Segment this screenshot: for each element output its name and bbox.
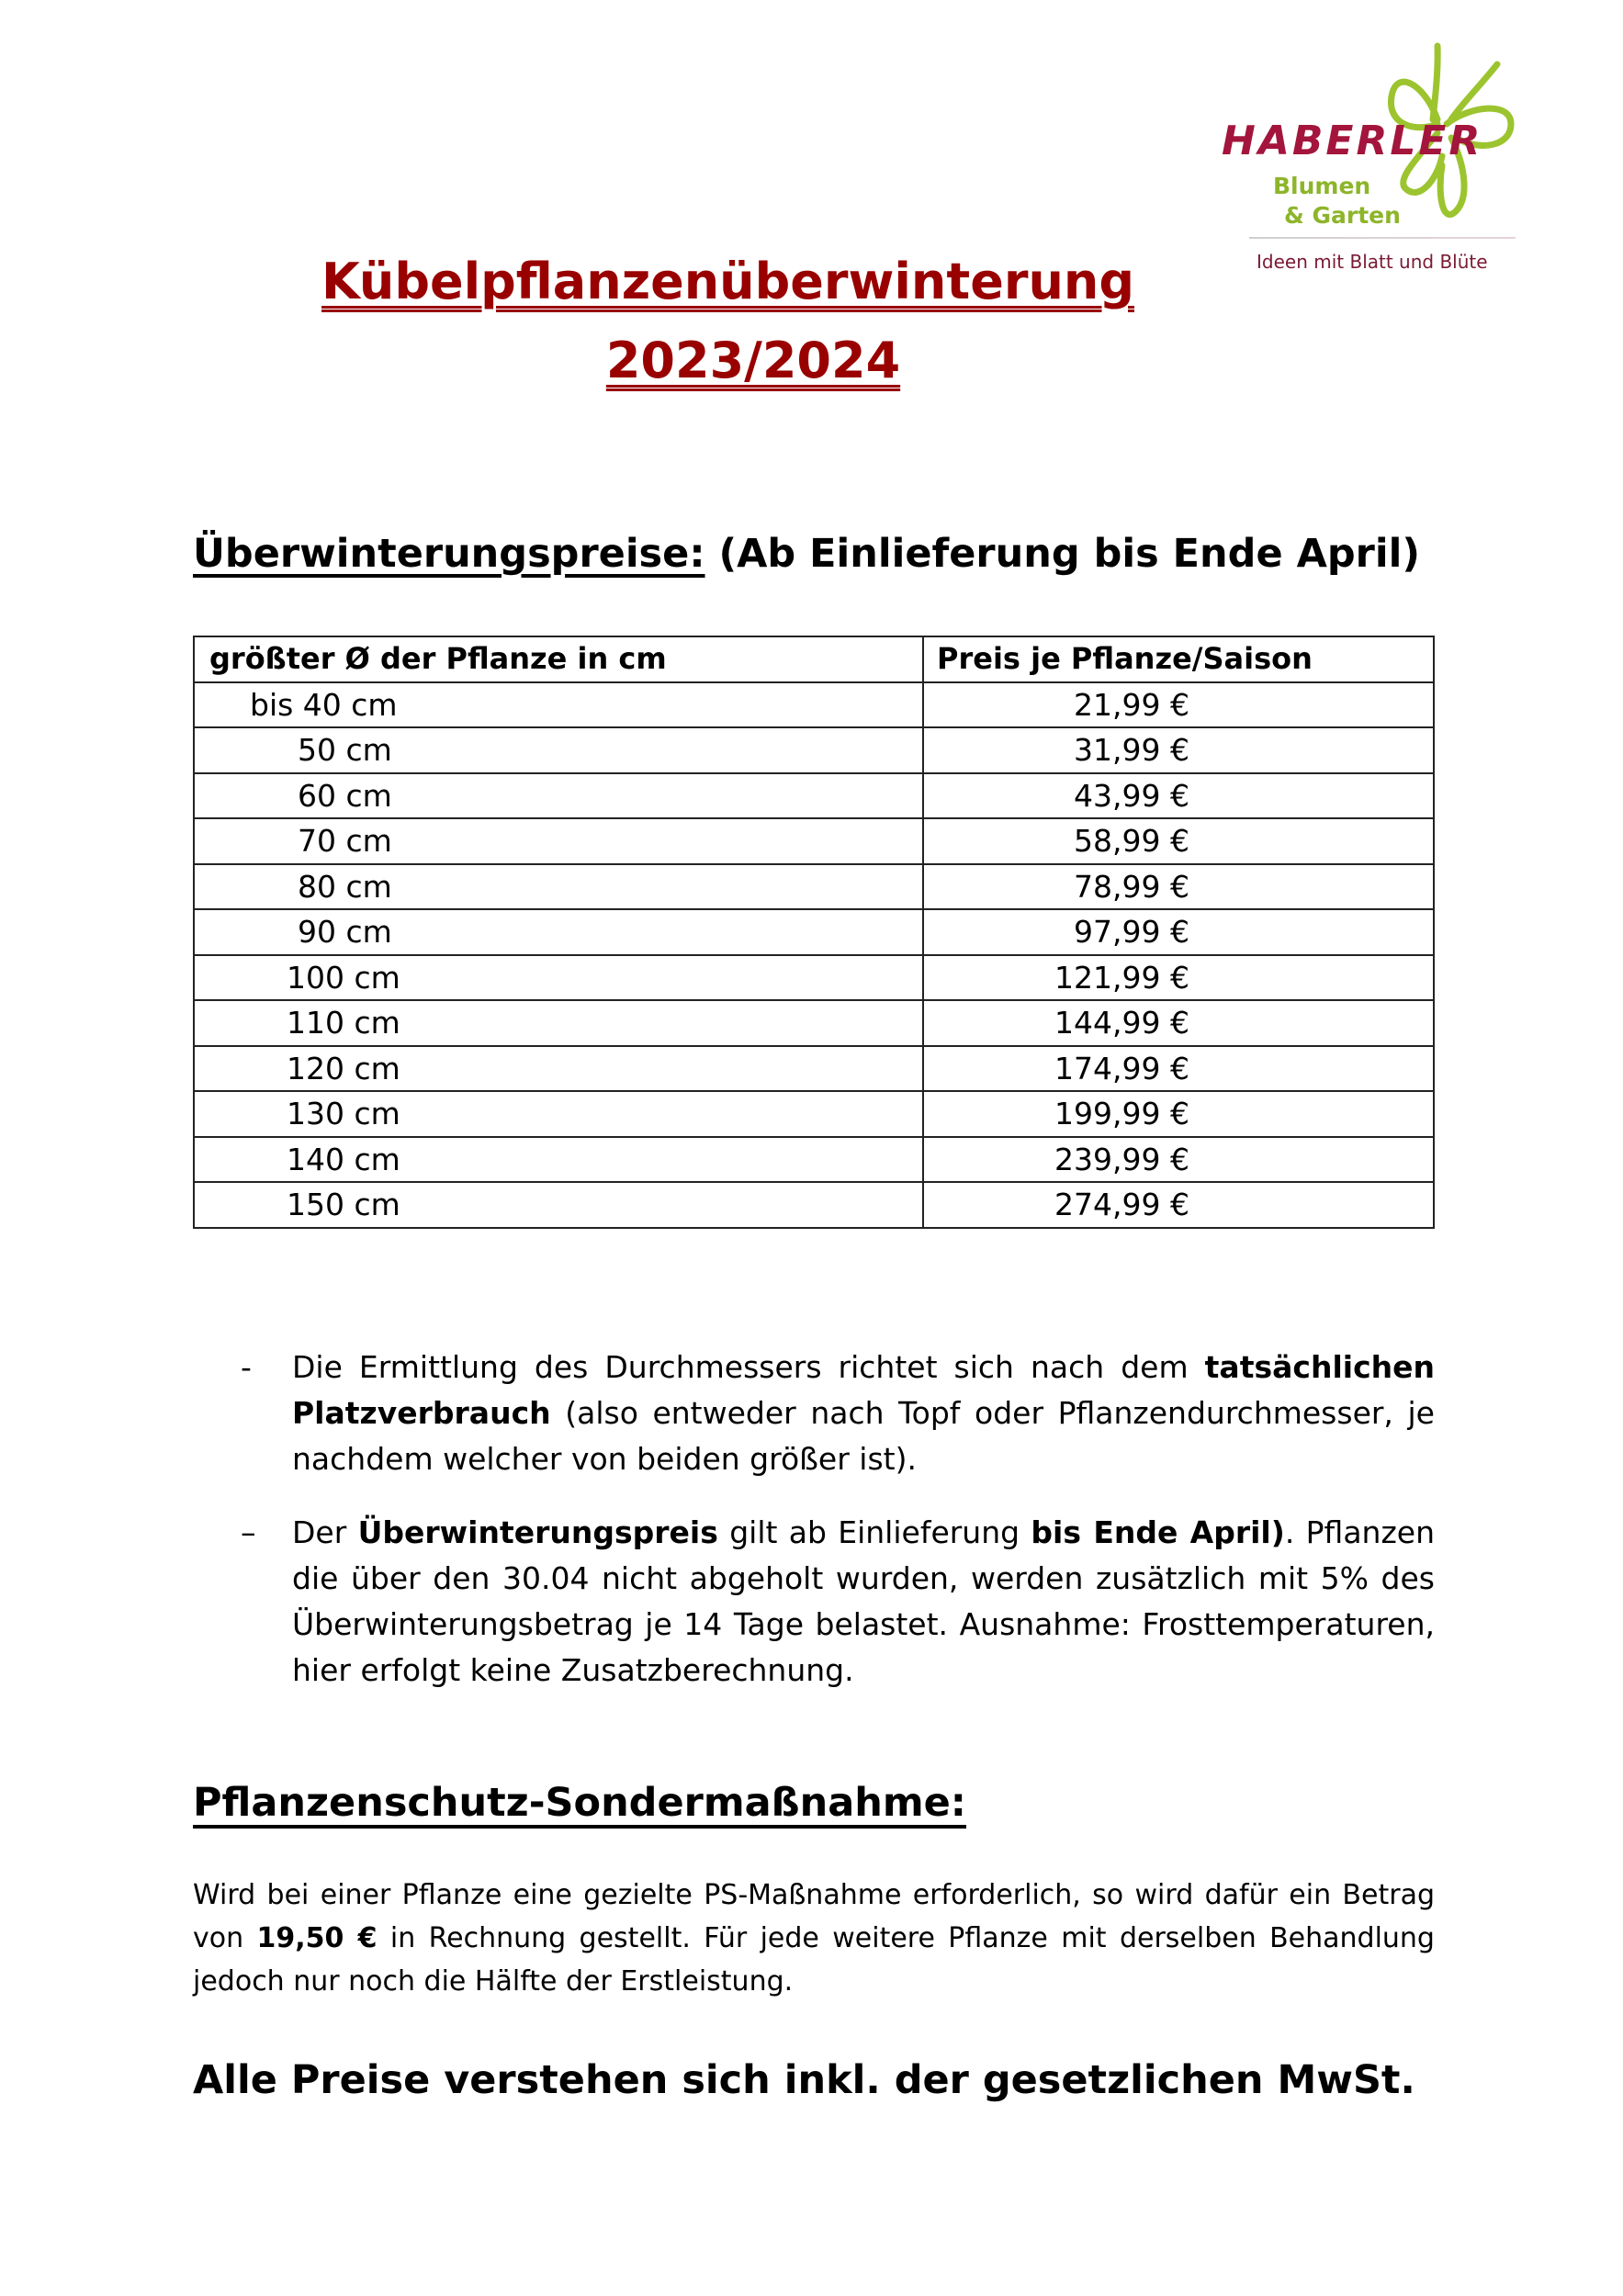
note-overwintering-period (241, 1510, 1435, 1694)
note-text (292, 1510, 1435, 1694)
price-cell: 274,99 € (923, 1182, 1434, 1228)
price-cell: 97,99 € (923, 909, 1434, 955)
size-cell: 140 cm (194, 1137, 923, 1183)
note-text-emphasis: tatsächlichen Platzverbrauch (292, 1349, 1435, 1431)
note-text-emphasis: Überwinterungspreis (357, 1514, 718, 1550)
price-cell: 144,99 € (923, 1000, 1434, 1046)
note-text-emphasis: bis Ende April) (1031, 1514, 1285, 1550)
note-text-part: (also entweder nach Topf oder Pflanzendurchmesser, je nachdem welcher von beiden größer ist). (292, 1395, 1435, 1477)
size-cell: bis 40 cm (194, 682, 923, 728)
size-cell: 120 cm (194, 1046, 923, 1092)
table-row (194, 1091, 1434, 1137)
price-table (193, 636, 1435, 1229)
note-text-part: gilt ab Einlieferung (717, 1514, 1031, 1550)
plant-protection-heading: Pflanzenschutz-Sondermaßnahme: (193, 1780, 966, 1826)
plant-protection-amount: 19,50 € (256, 1922, 378, 1954)
size-cell: 60 cm (194, 773, 923, 819)
price-cell: 31,99 € (923, 727, 1434, 773)
vat-note: Alle Preise verstehen sich inkl. der gesetzlichen MwSt. (193, 2057, 1415, 2103)
logo-subtitle-garten: & Garten (1284, 202, 1401, 229)
size-cell: 50 cm (194, 727, 923, 773)
size-cell: 70 cm (194, 818, 923, 864)
bullet-dash: – (241, 1514, 256, 1550)
plant-protection-text-part: in Rechnung gestellt. Für jede weitere Pflanze mit derselben Behandlung jedoch nur noch die Hälfte der Erstleistung. (193, 1922, 1435, 1998)
price-cell: 239,99 € (923, 1137, 1434, 1183)
size-cell: 150 cm (194, 1182, 923, 1228)
logo-divider (1249, 237, 1516, 239)
bullet-dash: - (241, 1349, 252, 1385)
logo-brand-name: HABERLER (1222, 118, 1483, 164)
table-row (194, 909, 1434, 955)
pricing-section-heading (193, 531, 1420, 577)
table-row (194, 1137, 1434, 1183)
document-title: Kübelpflanzenüberwinterung (321, 253, 1134, 310)
pricing-heading-label: Überwinterungspreise: (193, 531, 705, 577)
table-row (194, 1046, 1434, 1092)
table-row (194, 773, 1434, 819)
price-cell: 121,99 € (923, 955, 1434, 1001)
price-cell: 43,99 € (923, 773, 1434, 819)
table-row (194, 818, 1434, 864)
price-cell: 199,99 € (923, 1091, 1434, 1137)
note-text-part: Die Ermittlung des Durchmessers richtet sich nach dem (292, 1349, 1205, 1385)
price-cell: 78,99 € (923, 864, 1434, 910)
plant-protection-text (193, 1874, 1435, 2003)
size-cell: 80 cm (194, 864, 923, 910)
size-cell: 100 cm (194, 955, 923, 1001)
table-row (194, 955, 1434, 1001)
pricing-heading-note: (Ab Einlieferung bis Ende April) (718, 531, 1420, 577)
column-header-price: Preis je Pflanze/Saison (923, 636, 1434, 682)
table-row (194, 1182, 1434, 1228)
note-text-part: . Pflanzen die über den 30.04 nicht abgeholt wurden, werden zusätzlich mit 5% des Überwinterungsbetrag je 14 Tage belastet. Ausnahme: Frosttemperaturen, hier erfolgt keine Zusatzberechnung. (292, 1514, 1436, 1688)
size-cell: 90 cm (194, 909, 923, 955)
table-header-row (194, 636, 1434, 682)
note-diameter (241, 1345, 1435, 1482)
table-row (194, 682, 1434, 728)
size-cell: 110 cm (194, 1000, 923, 1046)
note-text-part: Der (292, 1514, 358, 1550)
price-cell: 21,99 € (923, 682, 1434, 728)
document-title-year: 2023/2024 (605, 332, 901, 389)
size-cell: 130 cm (194, 1091, 923, 1137)
company-logo (1212, 18, 1525, 285)
price-cell: 174,99 € (923, 1046, 1434, 1092)
table-row (194, 864, 1434, 910)
logo-tagline: Ideen mit Blatt und Blüte (1257, 251, 1488, 273)
plant-protection-text-part: Wird bei einer Pflanze eine gezielte PS-Maßnahme erforderlich, so wird dafür ein Betrag von (193, 1879, 1435, 1954)
note-text (292, 1345, 1435, 1482)
logo-subtitle-blumen: Blumen (1273, 173, 1371, 199)
column-header-size: größter Ø der Pflanze in cm (194, 636, 923, 682)
table-row (194, 727, 1434, 773)
table-row (194, 1000, 1434, 1046)
price-cell: 58,99 € (923, 818, 1434, 864)
